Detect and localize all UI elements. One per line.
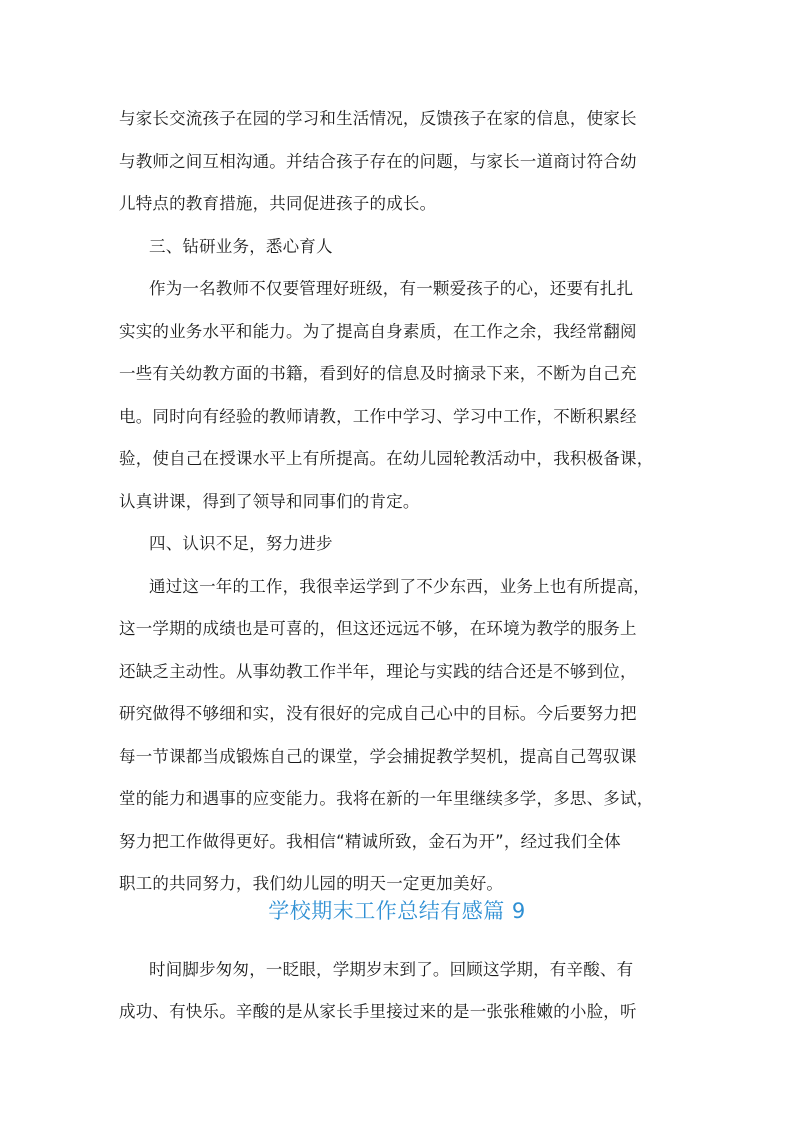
paragraph-line: 电。同时向有经验的教师请教，工作中学习、学习中工作，不断积累经 bbox=[119, 407, 637, 426]
paragraph-line: 研究做得不够细和实，没有很好的完成自己心中的目标。今后要努力把 bbox=[119, 704, 637, 723]
paragraph-line: 成功、有快乐。辛酸的是从家长手里接过来的是一张张稚嫩的小脸，听 bbox=[119, 1002, 637, 1021]
section-heading-3: 三、钻研业务，悉心育人 bbox=[149, 237, 333, 256]
article-title: 学校期末工作总结有感篇 9 bbox=[268, 899, 526, 923]
paragraph-line: 堂的能力和遇事的应变能力。我将在新的一年里继续多学，多思、多试， bbox=[119, 789, 654, 808]
paragraph-line: 与教师之间互相沟通。并结合孩子存在的问题，与家长一道商讨符合幼 bbox=[119, 152, 637, 171]
paragraph-line: 一些有关幼教方面的书籍，看到好的信息及时摘录下来，不断为自己充 bbox=[119, 364, 637, 383]
paragraph-line: 职工的共同努力，我们幼儿园的明天一定更加美好。 bbox=[119, 874, 504, 893]
paragraph-line: 时间脚步匆匆，一眨眼，学期岁末到了。回顾这学期，有辛酸、有 bbox=[149, 960, 634, 979]
paragraph-line: 通过这一年的工作，我很幸运学到了不少东西，业务上也有所提高， bbox=[149, 577, 650, 596]
paragraph-line: 努力把工作做得更好。我相信“精诚所致，金石为开”，经过我们全体 bbox=[119, 832, 621, 851]
paragraph-line: 每一节课都当成锻炼自己的课堂，学会捕捉教学契机，提高自己驾驭课 bbox=[119, 747, 637, 766]
paragraph-line: 这一学期的成绩也是可喜的，但这还远远不够，在环境为教学的服务上 bbox=[119, 619, 637, 638]
paragraph-line: 认真讲课，得到了领导和同事们的肯定。 bbox=[119, 492, 420, 511]
paragraph-line: 还缺乏主动性。从事幼教工作半年，理论与实践的结合还是不够到位， bbox=[119, 662, 637, 681]
section-heading-4: 四、认识不足，努力进步 bbox=[149, 534, 333, 553]
paragraph-line: 作为一名教师不仅要管理好班级，有一颗爱孩子的心，还要有扎扎 bbox=[149, 279, 634, 298]
paragraph-line: 儿特点的教育措施，共同促进孩子的成长。 bbox=[119, 194, 437, 213]
paragraph-line: 验，使自己在授课水平上有所提高。在幼儿园轮教活动中，我积极备课， bbox=[119, 449, 654, 468]
paragraph-line: 与家长交流孩子在园的学习和生活情况，反馈孩子在家的信息，使家长 bbox=[119, 109, 637, 128]
paragraph-line: 实实的业务水平和能力。为了提高自身素质，在工作之余，我经常翻阅 bbox=[119, 322, 637, 341]
